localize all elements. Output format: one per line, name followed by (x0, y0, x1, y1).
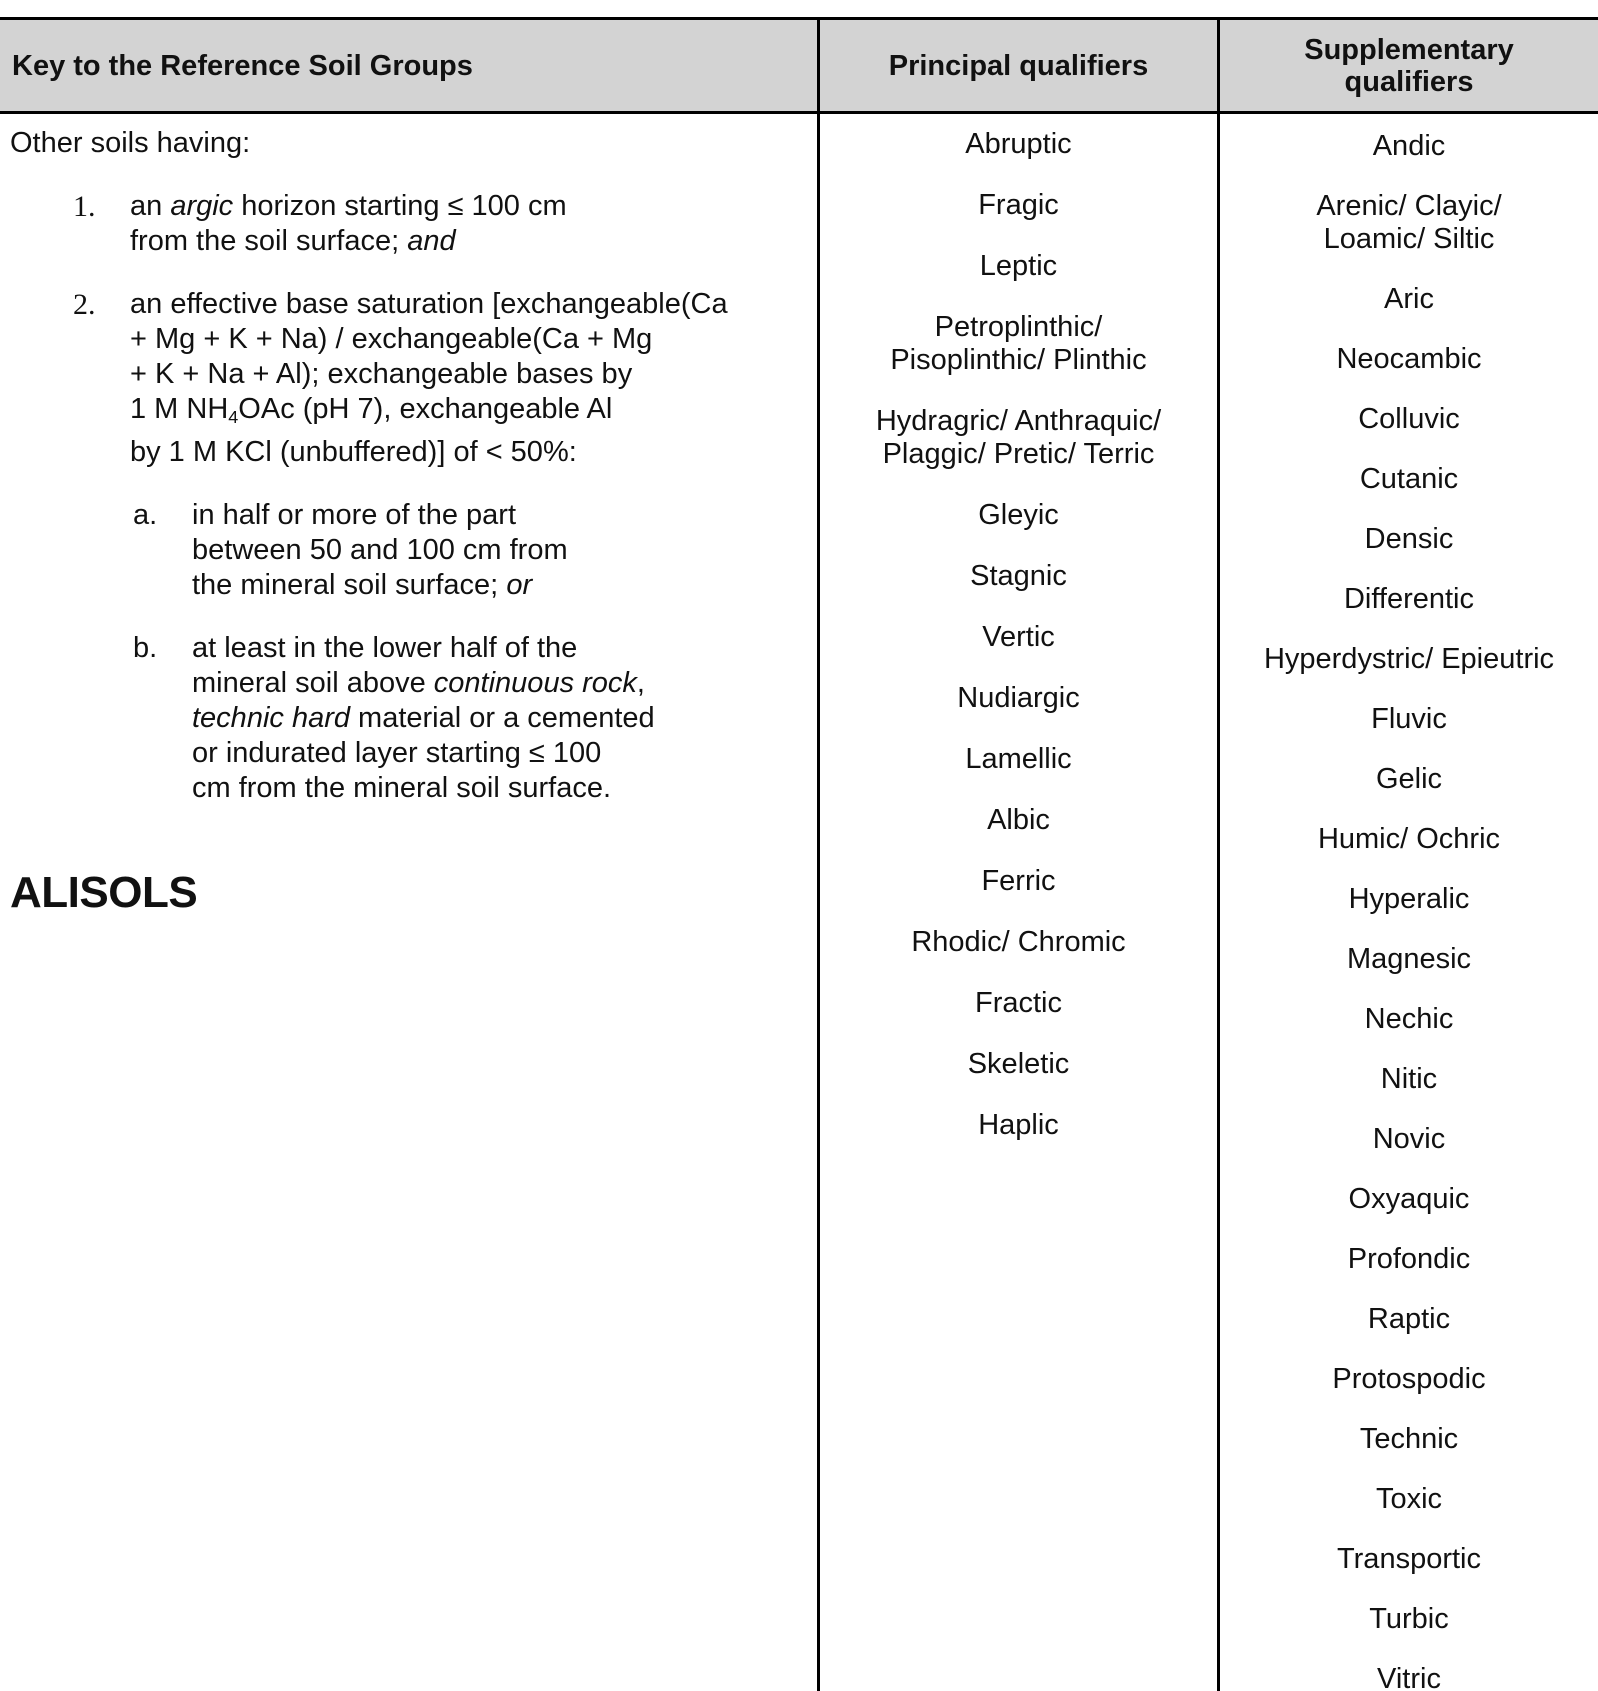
header-principal-label: Principal qualifiers (888, 49, 1149, 82)
qualifier-line: Nitic (1380, 1063, 1438, 1095)
qualifier-line: Gleyic (978, 499, 1059, 531)
qualifier-item (1220, 1363, 1598, 1396)
qualifier-item (1220, 1303, 1598, 1336)
qualifier-item (820, 560, 1217, 593)
qualifier-item (1220, 1003, 1598, 1036)
qualifier-line: Oxyaquic (1348, 1183, 1470, 1215)
qualifier-line: Vitric (1377, 1663, 1441, 1691)
qualifier-line: Technic (1359, 1423, 1459, 1455)
key-list-item (10, 189, 803, 259)
qualifier-item (1220, 643, 1598, 676)
qualifier-line: Humic/ Ochric (1317, 823, 1501, 855)
header-cell-supplementary-qualifiers (1220, 20, 1598, 111)
qualifier-line: Fractic (975, 987, 1062, 1019)
qualifier-item (820, 804, 1217, 837)
qualifier-item (1220, 1183, 1598, 1216)
key-text-line: or indurated layer starting ≤ 100 (192, 737, 602, 770)
qualifier-line: Vertic (982, 621, 1055, 653)
key-text-line: the mineral soil surface; or (192, 569, 533, 602)
key-intro-text: Other soils having: (10, 127, 251, 159)
key-text-line: technic hard material or a cemented (192, 702, 655, 735)
qualifier-line: Densic (1364, 523, 1454, 555)
key-list (10, 189, 803, 806)
list-item-marker: a. (133, 499, 158, 532)
qualifier-line: Hyperalic (1348, 883, 1470, 915)
qualifier-item (820, 1048, 1217, 1081)
qualifier-item (1220, 1603, 1598, 1636)
qualifier-item (1220, 403, 1598, 436)
qualifier-item (1220, 1423, 1598, 1456)
key-item-lines (192, 498, 803, 603)
key-text-line: + Mg + K + Na) / exchangeable(Ca + Mg (130, 323, 653, 355)
qualifier-line: Toxic (1375, 1483, 1443, 1515)
header-key-label: Key to the Reference Soil Groups (12, 49, 473, 82)
qualifier-line: Pisoplinthic/ Plinthic (890, 344, 1147, 376)
qualifier-item (1220, 763, 1598, 796)
qualifier-item (1220, 823, 1598, 856)
qualifier-item (820, 1109, 1217, 1142)
key-column (0, 114, 817, 1691)
soil-group-name: ALISOLS (10, 868, 198, 918)
list-item-marker: 1. (73, 190, 96, 223)
key-list-item (10, 631, 803, 806)
qualifier-line: Transportic (1337, 1543, 1481, 1575)
qualifier-item (820, 621, 1217, 654)
qualifier-line: Skeletic (967, 1048, 1070, 1080)
qualifier-line: Nechic (1364, 1003, 1454, 1035)
qualifier-line: Rhodic/ Chromic (911, 926, 1126, 958)
qualifier-item (820, 987, 1217, 1020)
qualifier-item (1220, 1123, 1598, 1156)
supplementary-qualifiers-list (1220, 114, 1598, 1691)
qualifier-item (820, 250, 1217, 283)
qualifier-line: Hydragric/ Anthraquic/ (875, 405, 1162, 437)
qualifier-line: Andic (1372, 130, 1446, 162)
key-text-line: mineral soil above continuous rock, (192, 667, 645, 700)
qualifier-line: Stagnic (970, 560, 1067, 592)
key-text-line: by 1 M KCl (unbuffered)] of < 50%: (130, 436, 577, 469)
qualifier-line: Protospodic (1332, 1363, 1486, 1395)
key-list-item (10, 498, 803, 603)
qualifier-item (1220, 583, 1598, 616)
qualifier-item (820, 865, 1217, 898)
key-text-line: an argic horizon starting ≤ 100 cm (130, 190, 567, 222)
qualifier-line: Raptic (1367, 1303, 1451, 1335)
qualifier-line: Hyperdystric/ Epieutric (1263, 643, 1555, 675)
qualifier-item (820, 189, 1217, 222)
header-line: qualifiers (1344, 65, 1474, 98)
qualifier-line: Lamellic (965, 743, 1072, 775)
header-line: Supplementary (1304, 33, 1514, 66)
qualifier-item (820, 405, 1217, 471)
qualifier-line: Turbic (1369, 1603, 1449, 1635)
key-text-line: between 50 and 100 cm from (192, 534, 568, 567)
key-text-line: at least in the lower half of the (192, 632, 578, 665)
key-text-line: + K + Na + Al); exchangeable bases by (130, 358, 633, 390)
principal-qualifiers-list (817, 114, 1220, 1691)
qualifier-line: Fluvic (1371, 703, 1447, 735)
header-cell-key (0, 20, 817, 111)
qualifier-line: Neocambic (1336, 343, 1482, 375)
key-text-line: cm from the mineral soil surface. (192, 772, 612, 805)
qualifier-item (1220, 523, 1598, 556)
qualifier-line: Differentic (1343, 583, 1475, 615)
qualifier-line: Haplic (978, 1109, 1059, 1141)
key-text-line: an effective base saturation [exchangeable(Ca (130, 288, 728, 320)
qualifier-item (1220, 130, 1598, 163)
qualifier-item (1220, 1543, 1598, 1576)
qualifier-line: Colluvic (1358, 403, 1460, 435)
qualifier-item (1220, 1483, 1598, 1516)
qualifier-item (820, 128, 1217, 161)
qualifier-line: Loamic/ Siltic (1323, 223, 1495, 255)
key-item-lines (130, 189, 803, 259)
qualifier-item (1220, 463, 1598, 496)
qualifier-item (820, 743, 1217, 776)
qualifier-line: Magnesic (1346, 943, 1472, 975)
qualifier-item (1220, 190, 1598, 256)
list-item-marker: 2. (73, 288, 96, 321)
qualifier-line: Plaggic/ Pretic/ Terric (882, 438, 1155, 470)
qualifier-line: Ferric (981, 865, 1056, 897)
qualifier-item (820, 926, 1217, 959)
qualifier-line: Fragic (978, 189, 1059, 221)
qualifier-item (1220, 343, 1598, 376)
key-list-item (10, 287, 803, 470)
key-item-lines (130, 287, 803, 470)
table-body-row (0, 114, 1598, 1691)
qualifier-item (1220, 703, 1598, 736)
key-text-line: from the soil surface; and (130, 225, 456, 257)
qualifier-line: Petroplinthic/ (934, 311, 1103, 343)
qualifier-item (1220, 283, 1598, 316)
qualifier-item (1220, 1063, 1598, 1096)
qualifier-item (820, 682, 1217, 715)
qualifier-line: Albic (987, 804, 1050, 836)
list-item-marker: b. (133, 632, 158, 665)
qualifier-line: Profondic (1347, 1243, 1471, 1275)
qualifier-line: Gelic (1375, 763, 1443, 795)
qualifier-item (1220, 1243, 1598, 1276)
qualifier-line: Aric (1384, 283, 1434, 315)
qualifier-line: Cutanic (1359, 463, 1459, 495)
key-item-lines (192, 631, 803, 806)
key-text-line: 1 M $NH_4OAc$ (pH 7), exchangeable Al (130, 393, 613, 428)
qualifier-item (1220, 1663, 1598, 1691)
qualifier-line: Abruptic (965, 128, 1072, 160)
qualifier-item (1220, 883, 1598, 916)
qualifier-line: Arenic/ Clayic/ (1316, 190, 1502, 222)
qualifier-line: Nudiargic (957, 682, 1080, 714)
key-text-line: in half or more of the part (192, 499, 516, 532)
qualifier-line: Novic (1372, 1123, 1446, 1155)
table-header-row (0, 17, 1598, 114)
qualifier-item (820, 311, 1217, 377)
header-cell-principal-qualifiers (817, 20, 1220, 111)
qualifier-item (1220, 943, 1598, 976)
qualifier-line: Leptic (979, 250, 1058, 282)
qualifier-item (820, 499, 1217, 532)
